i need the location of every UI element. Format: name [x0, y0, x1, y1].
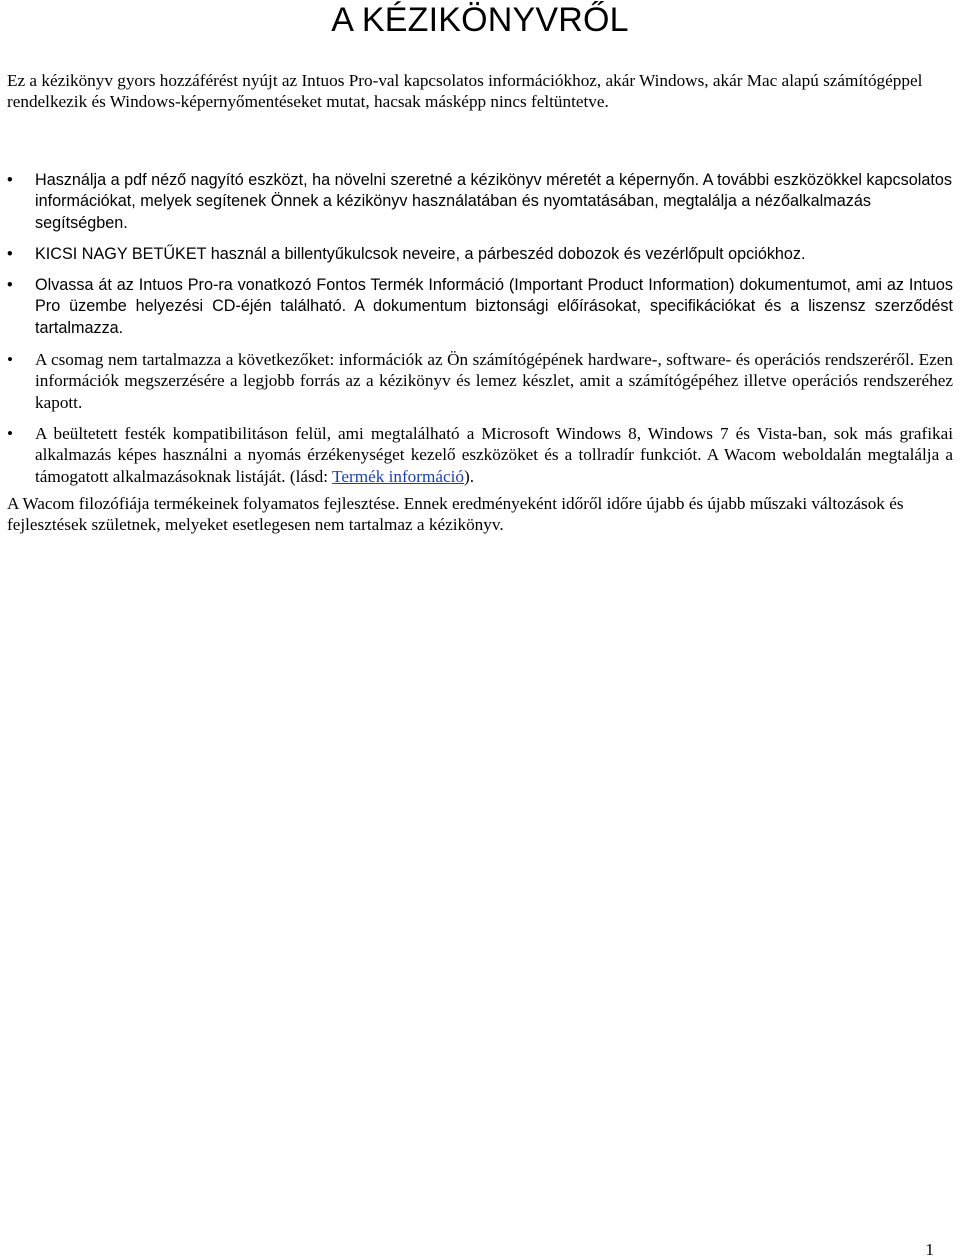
- intro-paragraph: Ez a kézikönyv gyors hozzáférést nyújt az Intuos Pro-val kapcsolatos információkhoz, akár Windows, akár Mac alapú számítógéppel rendelkezik és Windows-képernyőmentéseket mutat, hacsak másképp nincs feltüntetve.: [7, 71, 923, 112]
- list-item: [7, 349, 953, 413]
- page-number: 1: [925, 1240, 934, 1259]
- list-item-text: Használja a pdf néző nagyító eszközt, ha növelni szeretné a kézikönyv méretét a képernyőn. A további eszközökkel kapcsolatos információkat, melyek segítenek Önnek a kézikönyv használatában és nyomtatásában, megtalálja a nézőalkalmazás segítségben.: [35, 171, 952, 232]
- bullet-icon: •: [7, 171, 13, 189]
- list-item-text: Olvassa át az Intuos Pro-ra vonatkozó Fontos Termék Információ (Important Product Information) dokumentumot, ami az Intuos Pro üzembe helyezési CD-éjén található. A dokumentum biztonsági előírásokat, specifikációkat és a liszensz szerződést tartalmazza.: [35, 276, 953, 337]
- list-item-text: [35, 424, 953, 486]
- list-item-text: A csomag nem tartalmazza a következőket: információk az Ön számítógépének hardware-, software- és operációs rendszeréről. Ezen információk megszerzésére a legjobb forrás az a kézikönyv és lemez készlet, amit a számítógépéhez illetve operációs rendszeréhez kapott.: [35, 350, 953, 412]
- bullet-icon: •: [7, 276, 13, 295]
- bullet-icon: •: [7, 350, 14, 370]
- list-item: [7, 244, 953, 265]
- list-item-text-before-link: A beültetett festék kompatibilitáson felül, ami megtalálható a Microsoft Windows 8, Windows 7 és Vista-ban, sok más grafikai alkalmazás képes használni a nyomás érzékenységet kezelő eszközöket és a tollradír funkciót. A Wacom weboldalán megtalálja a támogatott alkalmazásoknak listáját. (lásd:: [35, 423, 953, 486]
- bullet-icon: •: [7, 423, 14, 443]
- bullet-icon: •: [7, 244, 13, 263]
- list-item: [7, 423, 953, 487]
- page-title: A KÉZIKÖNYVRŐL: [331, 1, 629, 39]
- closing-paragraph: A Wacom filozófiája termékeinek folyamatos fejlesztése. Ennek eredményeként időről időre újabb és újabb műszaki változások és fejlesztések születnek, melyeket esetlegesen nem tartalmaz a kézikönyv.: [7, 494, 904, 535]
- list-item: [7, 275, 953, 339]
- list-item: [7, 170, 953, 234]
- product-info-link[interactable]: Termék információ: [332, 466, 464, 486]
- bullet-list: [7, 170, 953, 497]
- list-item-text: KICSI NAGY BETŰKET használ a billentyűkulcsok neveire, a párbeszéd dobozok és vezérlőpult opciókhoz.: [35, 244, 806, 263]
- list-item-text-after-link: ).: [464, 466, 475, 486]
